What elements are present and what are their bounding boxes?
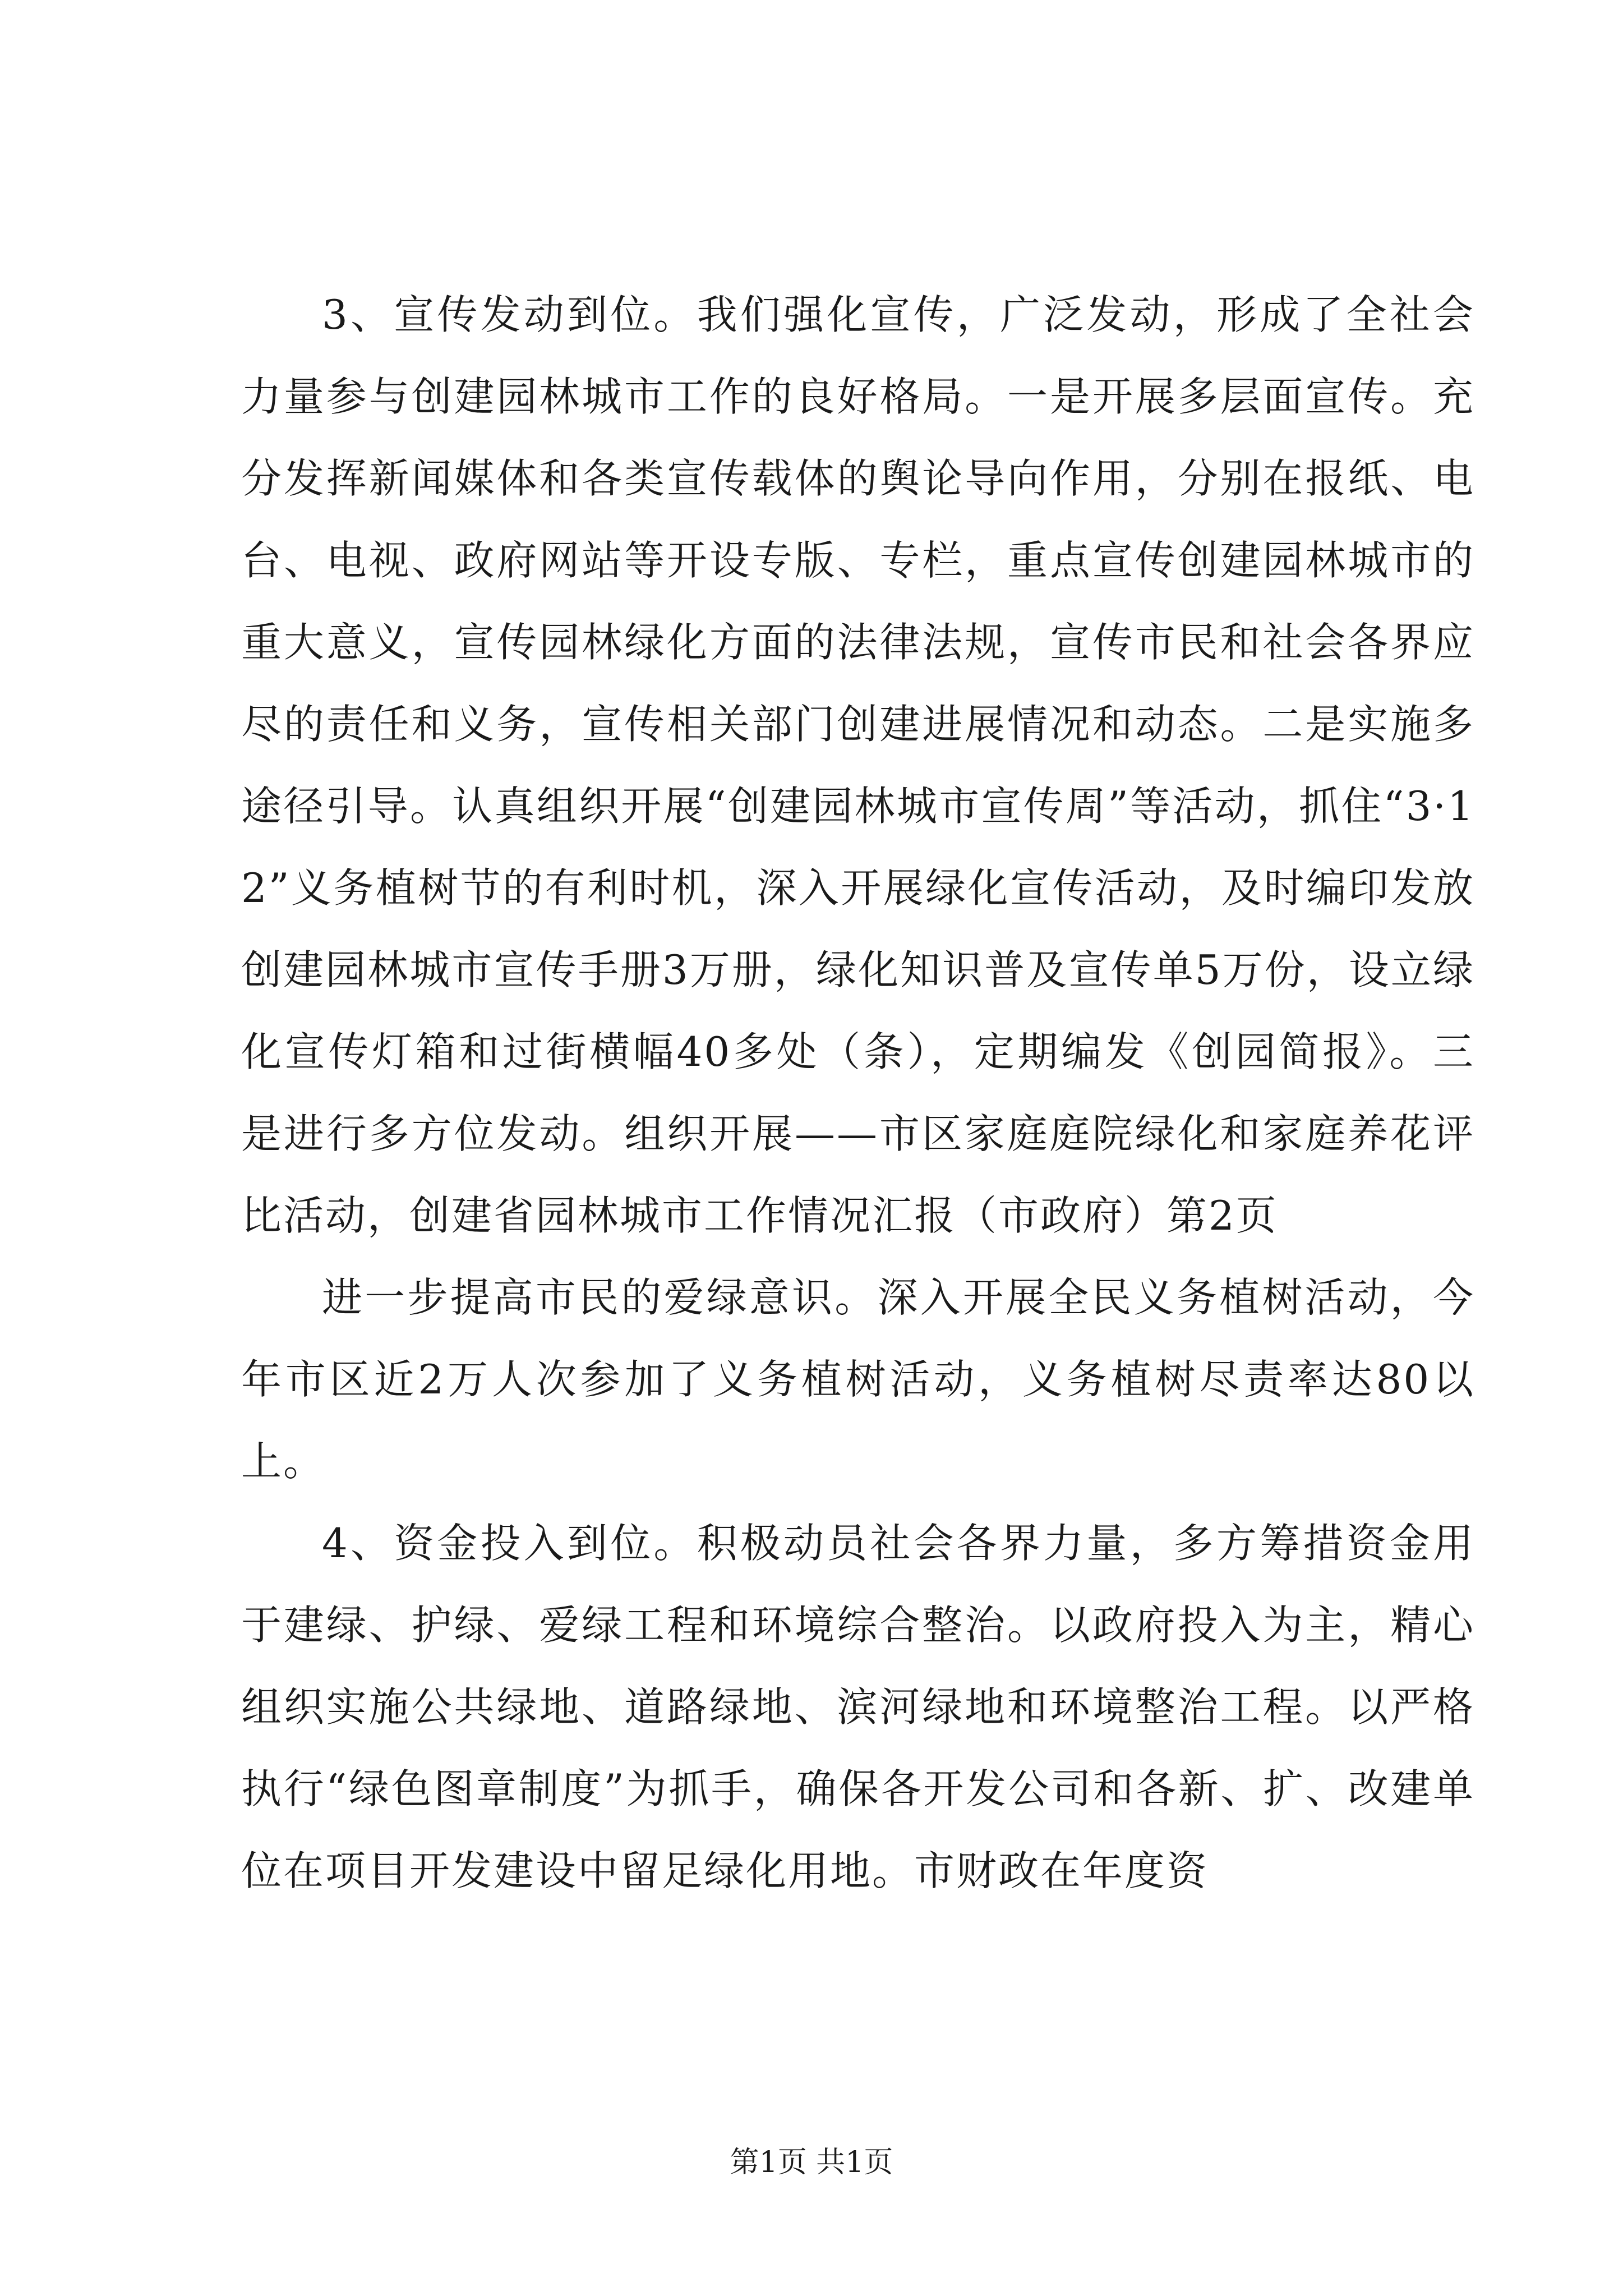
paragraph-publicity: 3、宣传发动到位。我们强化宣传，广泛发动，形成了全社会力量参与创建园林城市工作的良好格局。一是开展多层面宣传。充分发挥新闻媒体和各类宣传载体的舆论导向作用，分别在报纸、电台、电视、政府网站等开设专版、专栏，重点宣传创建园林城市的重大意义，宣传园林绿化方面的法律法规，宣传市民和社会各界应尽的责任和义务，宣传相关部门创建进展情况和动态。二是实施多途径引导。认真组织开展“创建园林城市宣传周”等活动，抓住“3·12”义务植树节的有利时机，深入开展绿化宣传活动，及时编印发放创建园林城市宣传手册3万册，绿化知识普及宣传单5万份，设立绿化宣传灯箱和过街横幅40多处（条），定期编发《创园简报》。三是进行多方位发动。组织开展——市区家庭庭院绿化和家庭养花评比活动，创建省园林城市工作情况汇报（市政府）第2页 (241, 291, 1475, 1239)
paragraph-awareness: 进一步提高市民的爱绿意识。深入开展全民义务植树活动，今年市区近2万人次参加了义务植树活动，义务植树尽责率达80以上。 (241, 1274, 1475, 1485)
page-footer: 第1页 共1页 (730, 2146, 893, 2179)
document-body (241, 274, 1475, 1912)
paragraph-funding: 4、资金投入到位。积极动员社会各界力量，多方筹措资金用于建绿、护绿、爱绿工程和环境综合整治。以政府投入为主，精心组织实施公共绿地、道路绿地、滨河绿地和环境整治工程。以严格执行“绿色图章制度”为抓手，确保各开发公司和各新、扩、改建单位在项目开发建设中留足绿化用地。市财政在年度资 (241, 1520, 1475, 1894)
